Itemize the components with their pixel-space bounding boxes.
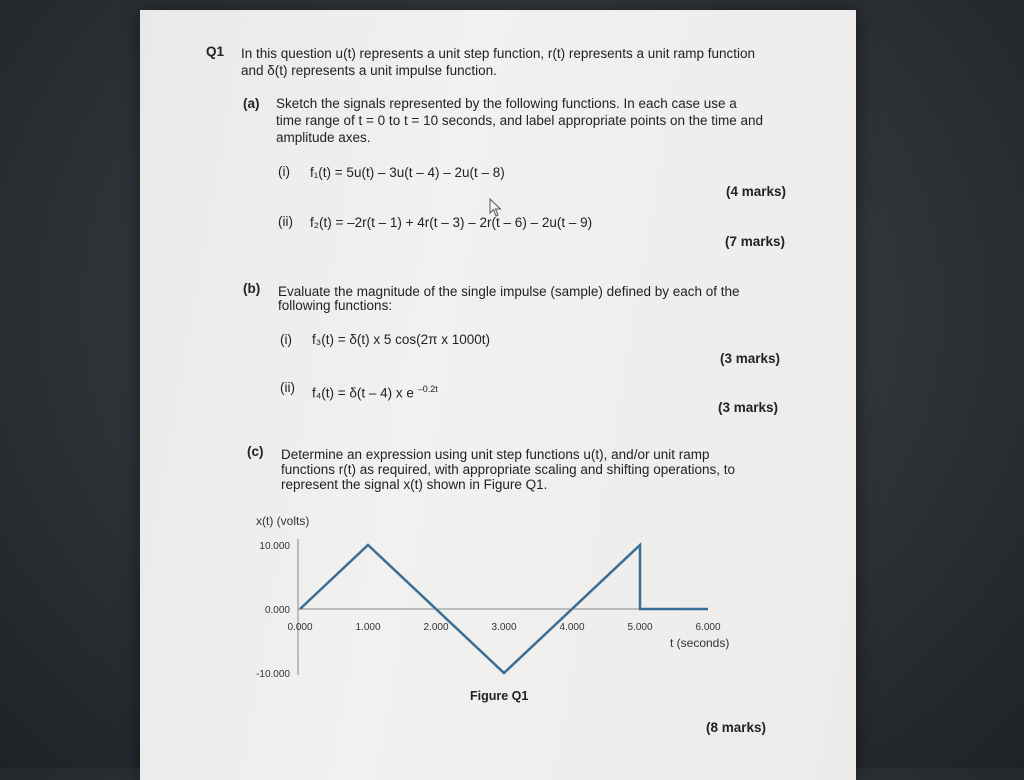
x-tick-label: 1.000 <box>355 622 381 633</box>
part-a-label: (a) <box>243 96 260 111</box>
part-c-line-1: Determine an expression using unit step functions u(t), and/or unit ramp <box>281 447 710 462</box>
part-a-line-2: time range of t = 0 to t = 10 seconds, and label appropriate points on the time and <box>276 113 764 128</box>
part-a-ii-marks: (7 marks) <box>724 234 785 249</box>
part-a-i-marks: (4 marks) <box>725 184 786 199</box>
part-b-ii-expression <box>312 381 438 402</box>
y-axis-label: x(t) (volts) <box>256 514 310 528</box>
question-number: Q1 <box>206 44 225 59</box>
part-b-ii-marks: (3 marks) <box>717 400 778 415</box>
part-b-i-marks: (3 marks) <box>719 351 780 366</box>
y-tick-label: -10.000 <box>256 669 290 680</box>
x-tick-label: 6.000 <box>695 622 721 633</box>
x-tick-label: 5.000 <box>627 622 653 633</box>
part-c-marks: (8 marks) <box>705 720 766 735</box>
part-a-line-1: Sketch the signals represented by the following functions. In each case use a <box>276 96 737 111</box>
x-tick-label: 3.000 <box>491 622 517 633</box>
y-tick-label: 10.000 <box>259 541 290 552</box>
part-b-ii-label: (ii) <box>280 380 295 395</box>
part-a-ii-expression: f₂(t) = –2r(t – 1) + 4r(t – 3) – 2r(t – 6) – 2u(t – 9) <box>310 215 593 230</box>
figure-q1-chart <box>248 510 748 710</box>
x-tick-label: 0.000 <box>287 622 313 633</box>
part-b-ii-exponent: –0.2t <box>417 384 438 394</box>
y-tick-label: 0.000 <box>264 605 290 616</box>
part-c-label: (c) <box>247 444 264 459</box>
part-c-line-2: functions r(t) as required, with appropriate scaling and shifting operations, to <box>281 462 735 477</box>
part-a-i-expression: f₁(t) = 5u(t) – 3u(t – 4) – 2u(t – 8) <box>310 165 505 180</box>
part-b-line-2: following functions: <box>278 298 393 313</box>
x-tick-label: 2.000 <box>423 622 449 633</box>
part-b-i-label: (i) <box>280 332 292 347</box>
part-b-label: (b) <box>243 281 261 296</box>
intro-line-2: and δ(t) represents a unit impulse function. <box>241 63 497 78</box>
x-tick-label: 4.000 <box>559 622 585 633</box>
part-a-i-label: (i) <box>278 164 290 179</box>
part-a-ii-label: (ii) <box>278 214 293 229</box>
intro-line-1: In this question u(t) represents a unit step function, r(t) represents a unit ramp function <box>241 46 756 61</box>
figure-caption: Figure Q1 <box>470 689 529 703</box>
part-c-line-3: represent the signal x(t) shown in Figure Q1. <box>281 477 548 492</box>
mouse-cursor-icon <box>489 198 503 218</box>
part-b-ii-base: f₄(t) = δ(t – 4) x e <box>312 385 414 401</box>
part-b-line-1: Evaluate the magnitude of the single impulse (sample) defined by each of the <box>278 284 740 299</box>
part-b-i-expression: f₃(t) = δ(t) x 5 cos(2π x 1000t) <box>312 332 490 347</box>
x-axis-label: t (seconds) <box>670 636 730 650</box>
part-a-line-3: amplitude axes. <box>276 130 371 145</box>
